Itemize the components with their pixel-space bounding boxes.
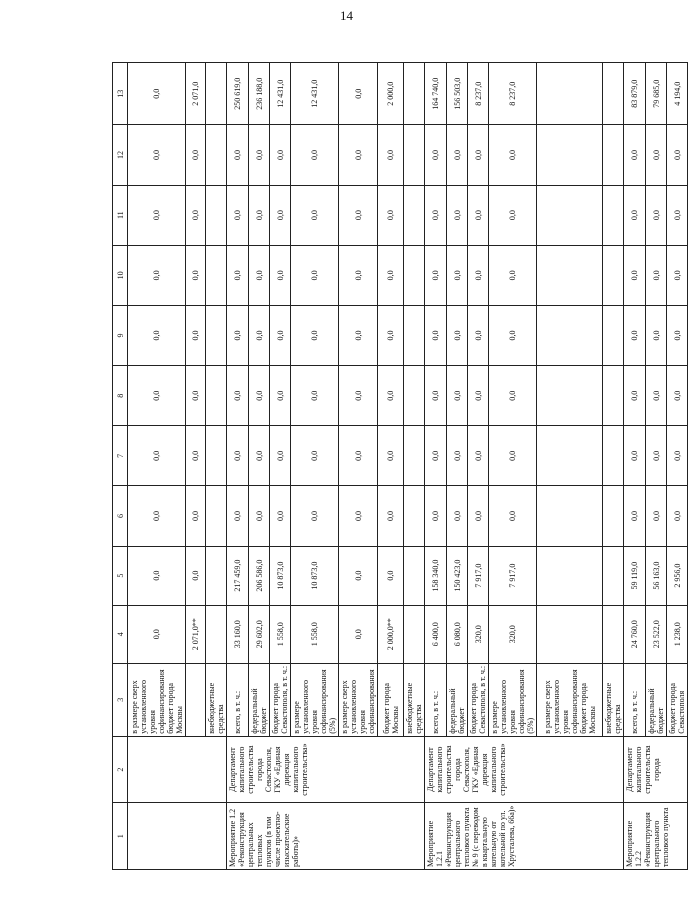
value-cell: 0,0 xyxy=(227,185,249,245)
source-cell: внебюджетные средства xyxy=(206,663,227,736)
value-cell: 0,0 xyxy=(667,125,688,185)
value-cell: 33 160,0 xyxy=(227,605,249,663)
value-cell xyxy=(404,125,425,185)
total-cell: 164 740,0 xyxy=(425,63,447,125)
source-cell: федеральный бюджет xyxy=(646,663,667,736)
value-cell: 0,0 xyxy=(186,426,206,486)
value-cell: 0,0 xyxy=(249,185,270,245)
value-cell: 0,0 xyxy=(270,185,291,245)
value-cell: 0,0 xyxy=(447,245,468,305)
source-cell: в размере установленного уровня софинансирования (5%) xyxy=(291,663,339,736)
value-cell: 0,0 xyxy=(624,185,646,245)
value-cell: 0,0 xyxy=(425,185,447,245)
value-cell: 0,0 xyxy=(646,426,667,486)
table-row xyxy=(425,63,447,870)
value-cell xyxy=(206,125,227,185)
value-cell: 0,0 xyxy=(339,605,378,663)
source-cell: всего, в т. ч.: xyxy=(227,663,249,736)
header-cell: 6 xyxy=(113,486,128,546)
value-cell xyxy=(603,125,624,185)
value-cell: 0,0 xyxy=(339,486,378,546)
source-cell: в размере сверх установленного уровня софинансирования xyxy=(339,663,378,736)
total-cell: 0,0 xyxy=(339,63,378,125)
value-cell xyxy=(404,185,425,245)
value-cell xyxy=(206,486,227,546)
total-cell: 8 237,0 xyxy=(468,63,489,125)
value-cell xyxy=(404,245,425,305)
value-cell: 0,0 xyxy=(270,366,291,426)
value-cell: 10 873,0 xyxy=(270,546,291,605)
value-cell: 0,0 xyxy=(489,305,537,365)
value-cell: 0,0 xyxy=(468,426,489,486)
total-cell: 8 237,0 xyxy=(489,63,537,125)
total-cell xyxy=(603,63,624,125)
total-cell xyxy=(537,63,603,125)
value-cell: 0,0 xyxy=(291,366,339,426)
value-cell: 0,0 xyxy=(624,366,646,426)
value-cell xyxy=(206,185,227,245)
source-cell: всего, в т. ч.: xyxy=(425,663,447,736)
total-cell: 2 071,0 xyxy=(186,63,206,125)
value-cell: 0,0 xyxy=(249,426,270,486)
total-cell: 236 188,0 xyxy=(249,63,270,125)
value-cell: 0,0 xyxy=(468,366,489,426)
header-cell: 7 xyxy=(113,426,128,486)
value-cell: 7 917,0 xyxy=(468,546,489,605)
value-cell: 7 917,0 xyxy=(489,546,537,605)
total-cell xyxy=(206,63,227,125)
value-cell: 56 163,0 xyxy=(646,546,667,605)
value-cell: 0,0 xyxy=(425,245,447,305)
value-cell: 0,0 xyxy=(646,185,667,245)
total-cell: 12 431,0 xyxy=(291,63,339,125)
value-cell: 0,0 xyxy=(291,305,339,365)
value-cell: 0,0 xyxy=(489,486,537,546)
value-cell: 0,0 xyxy=(468,245,489,305)
value-cell: 0,0 xyxy=(667,426,688,486)
header-cell: 13 xyxy=(113,63,128,125)
table-row xyxy=(227,63,249,870)
executor-cell: Департамент капитального строительства города Севастополя, ГКУ «Единая дирекция капитального строительства» xyxy=(425,736,624,803)
value-cell xyxy=(404,366,425,426)
value-cell: 0,0 xyxy=(249,305,270,365)
value-cell: 0,0 xyxy=(489,245,537,305)
value-cell: 2 000,0** xyxy=(378,605,404,663)
rotated-table xyxy=(112,62,686,870)
value-cell xyxy=(603,546,624,605)
total-cell: 83 879,0 xyxy=(624,63,646,125)
value-cell xyxy=(603,426,624,486)
value-cell: 0,0 xyxy=(339,366,378,426)
executor-cell: Департамент капитального строительства города xyxy=(624,736,688,803)
value-cell xyxy=(603,305,624,365)
value-cell: 0,0 xyxy=(667,245,688,305)
value-cell: 0,0 xyxy=(270,305,291,365)
value-cell: 0,0 xyxy=(667,185,688,245)
header-cell: 3 xyxy=(113,663,128,736)
value-cell xyxy=(537,125,603,185)
header-cell: 12 xyxy=(113,125,128,185)
value-cell xyxy=(603,486,624,546)
table-row xyxy=(624,63,646,870)
source-cell: бюджет города Севастополя, в т. ч.: xyxy=(270,663,291,736)
source-cell xyxy=(186,663,206,736)
value-cell xyxy=(603,605,624,663)
value-cell: 1 238,0 xyxy=(667,605,688,663)
value-cell: 0,0 xyxy=(249,486,270,546)
value-cell: 0,0 xyxy=(425,486,447,546)
value-cell: 0,0 xyxy=(378,185,404,245)
value-cell: 1 558,0 xyxy=(270,605,291,663)
value-cell: 320,0 xyxy=(489,605,537,663)
value-cell xyxy=(206,305,227,365)
value-cell: 0,0 xyxy=(624,486,646,546)
total-cell: 0,0 xyxy=(128,63,186,125)
value-cell: 0,0 xyxy=(378,426,404,486)
value-cell: 0,0 xyxy=(489,125,537,185)
header-cell: 11 xyxy=(113,185,128,245)
value-cell: 0,0 xyxy=(128,546,186,605)
measure-cell: Мероприятие 1.2 «Реконструкция центральных тепловых пунктов (в том числе проектно-изыскательские работы)» xyxy=(227,803,425,870)
value-cell: 0,0 xyxy=(227,486,249,546)
value-cell: 0,0 xyxy=(270,245,291,305)
value-cell: 0,0 xyxy=(624,245,646,305)
value-cell: 0,0 xyxy=(667,305,688,365)
value-cell: 0,0 xyxy=(249,245,270,305)
header-cell: 2 xyxy=(113,736,128,803)
value-cell xyxy=(404,605,425,663)
value-cell: 0,0 xyxy=(646,125,667,185)
value-cell: 0,0 xyxy=(291,426,339,486)
source-cell: в размере сверх установленного уровня софинансирования бюджет города Москвы xyxy=(537,663,603,736)
value-cell: 0,0 xyxy=(227,305,249,365)
value-cell: 0,0 xyxy=(186,185,206,245)
value-cell: 0,0 xyxy=(489,185,537,245)
value-cell: 0,0 xyxy=(227,366,249,426)
value-cell xyxy=(206,546,227,605)
value-cell xyxy=(537,605,603,663)
value-cell: 0,0 xyxy=(624,125,646,185)
value-cell: 0,0 xyxy=(128,125,186,185)
source-cell: бюджет города Севастополя, в т. ч.: xyxy=(468,663,489,736)
source-cell: внебюджетные средства xyxy=(603,663,624,736)
source-cell: федеральный бюджет xyxy=(447,663,468,736)
value-cell: 0,0 xyxy=(489,366,537,426)
value-cell: 0,0 xyxy=(378,125,404,185)
value-cell xyxy=(537,245,603,305)
value-cell xyxy=(537,305,603,365)
value-cell: 0,0 xyxy=(128,366,186,426)
executor-cell xyxy=(128,736,227,803)
value-cell xyxy=(603,245,624,305)
value-cell xyxy=(404,486,425,546)
value-cell: 0,0 xyxy=(291,486,339,546)
value-cell: 23 522,0 xyxy=(646,605,667,663)
value-cell xyxy=(404,305,425,365)
value-cell: 0,0 xyxy=(249,366,270,426)
value-cell: 0,0 xyxy=(270,426,291,486)
value-cell: 0,0 xyxy=(489,426,537,486)
value-cell: 0,0 xyxy=(468,125,489,185)
value-cell xyxy=(404,546,425,605)
value-cell: 0,0 xyxy=(339,426,378,486)
value-cell: 0,0 xyxy=(646,366,667,426)
total-cell: 4 194,0 xyxy=(667,63,688,125)
executor-cell: Департамент капитального строительства города Севастополя, ГКУ «Единая дирекция капитального строительства» xyxy=(227,736,425,803)
value-cell: 0,0 xyxy=(128,185,186,245)
total-cell: 2 000,0 xyxy=(378,63,404,125)
header-cell: 9 xyxy=(113,305,128,365)
value-cell: 0,0 xyxy=(624,305,646,365)
page-number: 14 xyxy=(340,8,353,23)
value-cell: 0,0 xyxy=(128,486,186,546)
value-cell: 0,0 xyxy=(339,185,378,245)
value-cell: 0,0 xyxy=(291,125,339,185)
value-cell: 0,0 xyxy=(447,125,468,185)
value-cell xyxy=(206,245,227,305)
value-cell xyxy=(537,366,603,426)
value-cell: 0,0 xyxy=(468,305,489,365)
value-cell xyxy=(206,366,227,426)
header-row xyxy=(113,63,128,870)
value-cell: 0,0 xyxy=(227,426,249,486)
measure-cell: Мероприятие 1.2.1 «Реконструкция центрального теплового пункта № 9 (с переводом в квартальную котельную от котельной по ул. Хрусталева, 66а)» xyxy=(425,803,624,870)
value-cell: 158 340,0 xyxy=(425,546,447,605)
source-cell: бюджет города Севастополя xyxy=(667,663,688,736)
value-cell: 0,0 xyxy=(291,185,339,245)
total-cell: 250 619,0 xyxy=(227,63,249,125)
value-cell: 0,0 xyxy=(270,486,291,546)
value-cell: 29 602,0 xyxy=(249,605,270,663)
total-cell: 12 431,0 xyxy=(270,63,291,125)
value-cell: 0,0 xyxy=(378,486,404,546)
rotated-table-wrapper xyxy=(112,62,686,870)
value-cell: 1 558,0 xyxy=(291,605,339,663)
measure-cell: Мероприятие 1.2.2 «Реконструкция центрального теплового пункта xyxy=(624,803,688,870)
source-cell: внебюджетные средства xyxy=(404,663,425,736)
value-cell: 0,0 xyxy=(425,125,447,185)
value-cell: 217 459,0 xyxy=(227,546,249,605)
value-cell: 0,0 xyxy=(646,486,667,546)
value-cell: 0,0 xyxy=(186,366,206,426)
value-cell: 0,0 xyxy=(447,366,468,426)
value-cell: 0,0 xyxy=(291,245,339,305)
value-cell: 0,0 xyxy=(646,305,667,365)
value-cell xyxy=(603,366,624,426)
value-cell: 0,0 xyxy=(378,366,404,426)
value-cell: 0,0 xyxy=(128,245,186,305)
source-cell: в размере сверх установленного уровня софинансирования бюджет города Москвы xyxy=(128,663,186,736)
value-cell: 320,0 xyxy=(468,605,489,663)
value-cell: 0,0 xyxy=(667,486,688,546)
header-cell: 4 xyxy=(113,605,128,663)
header-cell: 1 xyxy=(113,803,128,870)
value-cell: 206 586,0 xyxy=(249,546,270,605)
value-cell xyxy=(404,426,425,486)
value-cell: 6 080,0 xyxy=(447,605,468,663)
value-cell xyxy=(537,426,603,486)
value-cell: 0,0 xyxy=(447,426,468,486)
total-cell: 79 685,0 xyxy=(646,63,667,125)
value-cell: 0,0 xyxy=(186,305,206,365)
value-cell: 0,0 xyxy=(128,305,186,365)
value-cell xyxy=(537,546,603,605)
value-cell: 0,0 xyxy=(227,125,249,185)
total-cell: 156 503,0 xyxy=(447,63,468,125)
value-cell: 0,0 xyxy=(339,245,378,305)
value-cell: 0,0 xyxy=(128,426,186,486)
value-cell: 0,0 xyxy=(270,125,291,185)
value-cell: 0,0 xyxy=(339,125,378,185)
value-cell xyxy=(537,486,603,546)
value-cell: 0,0 xyxy=(378,245,404,305)
source-cell: федеральный бюджет xyxy=(249,663,270,736)
value-cell: 10 873,0 xyxy=(291,546,339,605)
value-cell: 2 071,0** xyxy=(186,605,206,663)
table-row xyxy=(128,63,186,870)
value-cell: 0,0 xyxy=(447,486,468,546)
measure-cell xyxy=(128,803,227,870)
source-cell: всего, в т. ч.: xyxy=(624,663,646,736)
header-cell: 10 xyxy=(113,245,128,305)
value-cell: 0,0 xyxy=(249,125,270,185)
source-cell: в размере установленного уровня софинансирования (5%) xyxy=(489,663,537,736)
value-cell: 24 760,0 xyxy=(624,605,646,663)
value-cell: 0,0 xyxy=(339,305,378,365)
value-cell xyxy=(603,185,624,245)
value-cell: 0,0 xyxy=(667,366,688,426)
value-cell xyxy=(537,185,603,245)
header-cell: 8 xyxy=(113,366,128,426)
value-cell: 0,0 xyxy=(186,125,206,185)
value-cell: 150 423,0 xyxy=(447,546,468,605)
value-cell: 0,0 xyxy=(646,245,667,305)
value-cell xyxy=(206,605,227,663)
value-cell: 0,0 xyxy=(186,486,206,546)
value-cell: 59 119,0 xyxy=(624,546,646,605)
value-cell: 0,0 xyxy=(624,426,646,486)
value-cell: 0,0 xyxy=(378,305,404,365)
value-cell: 0,0 xyxy=(227,245,249,305)
value-cell: 0,0 xyxy=(186,245,206,305)
value-cell: 0,0 xyxy=(468,185,489,245)
value-cell: 0,0 xyxy=(339,546,378,605)
value-cell: 0,0 xyxy=(447,185,468,245)
value-cell: 6 400,0 xyxy=(425,605,447,663)
value-cell: 0,0 xyxy=(378,546,404,605)
value-cell: 0,0 xyxy=(425,426,447,486)
value-cell: 0,0 xyxy=(186,546,206,605)
value-cell xyxy=(206,426,227,486)
source-cell: бюджет города Москвы xyxy=(378,663,404,736)
value-cell: 0,0 xyxy=(425,366,447,426)
header-cell: 5 xyxy=(113,546,128,605)
value-cell: 0,0 xyxy=(128,605,186,663)
value-cell: 0,0 xyxy=(468,486,489,546)
funding-table xyxy=(112,62,688,870)
value-cell: 0,0 xyxy=(447,305,468,365)
total-cell xyxy=(404,63,425,125)
value-cell: 0,0 xyxy=(425,305,447,365)
value-cell: 2 956,0 xyxy=(667,546,688,605)
